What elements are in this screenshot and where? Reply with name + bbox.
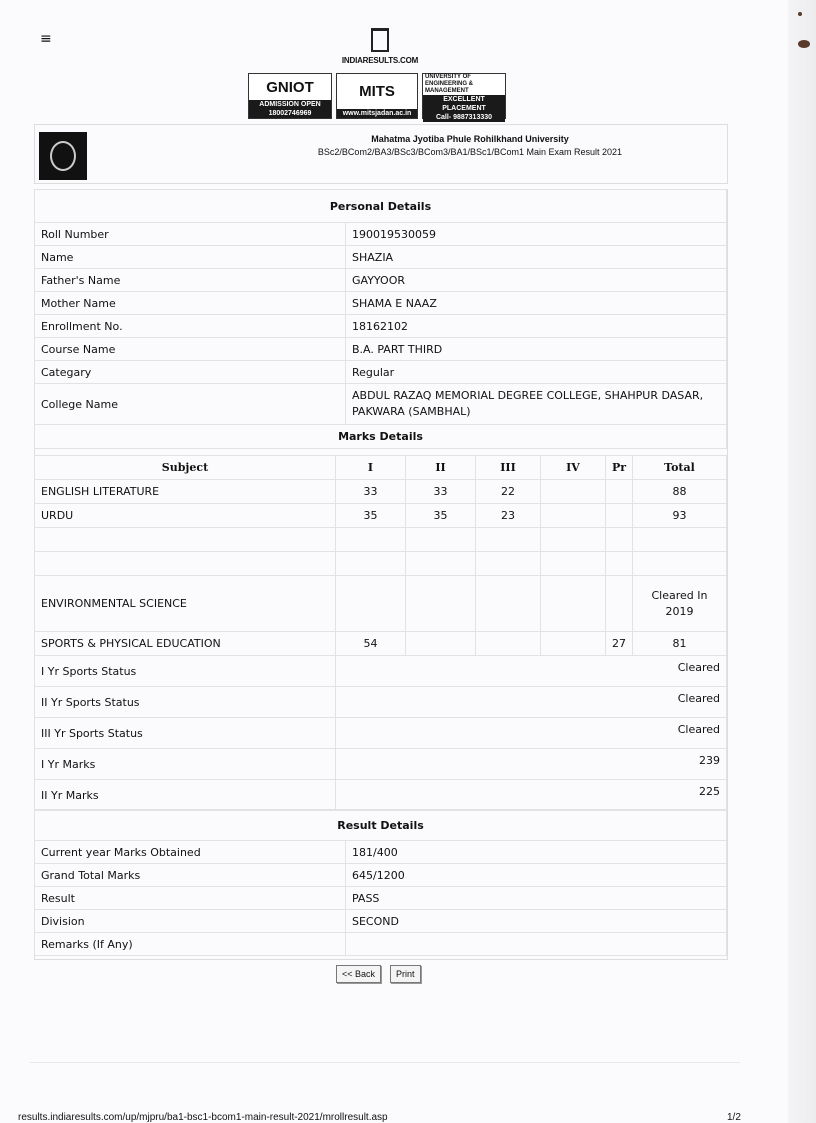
subject-cell: SPORTS & PHYSICAL EDUCATION xyxy=(35,632,336,656)
table-row xyxy=(35,933,727,956)
table-row xyxy=(35,687,727,718)
row-label: Categary xyxy=(35,361,346,384)
empty-row xyxy=(35,552,727,576)
table-row xyxy=(35,864,727,887)
total-cell: Cleared In 2019 xyxy=(633,576,727,632)
row-label: II Yr Sports Status xyxy=(35,687,336,718)
row-value: GAYYOOR xyxy=(346,269,727,292)
table-row xyxy=(35,576,727,632)
row-label: I Yr Marks xyxy=(35,749,336,780)
paper-stain xyxy=(798,40,810,48)
mark-cell xyxy=(476,576,541,632)
mark-cell xyxy=(606,480,633,504)
result-title: BSc2/BCom2/BA3/BSc3/BCom3/BA1/BSc1/BCom1 Main Exam Result 2021 xyxy=(317,147,623,157)
col-header: Total xyxy=(633,456,727,480)
col-header: Pr xyxy=(606,456,633,480)
row-value: SECOND xyxy=(346,910,727,933)
row-value: PASS xyxy=(346,887,727,910)
table-row xyxy=(35,841,727,864)
total-cell: 88 xyxy=(633,480,727,504)
row-label: Enrollment No. xyxy=(35,315,346,338)
row-value: Regular xyxy=(346,361,727,384)
personal-details-table xyxy=(34,189,727,449)
row-label: Grand Total Marks xyxy=(35,864,346,887)
mark-cell xyxy=(476,632,541,656)
personal-details-title: Personal Details xyxy=(35,190,727,223)
table-row xyxy=(35,246,727,269)
table-row xyxy=(35,269,727,292)
subject-cell: URDU xyxy=(35,504,336,528)
marks-header-row xyxy=(35,456,727,480)
row-value: Cleared xyxy=(336,656,727,687)
row-label: III Yr Sports Status xyxy=(35,718,336,749)
university-header xyxy=(34,124,728,184)
page-edge xyxy=(788,0,816,1123)
table-row xyxy=(35,338,727,361)
row-label: College Name xyxy=(35,384,346,425)
result-details-table xyxy=(34,809,727,956)
row-value: 190019530059 xyxy=(346,223,727,246)
ad-line: Call- 9887313330 xyxy=(423,113,505,122)
page-number: 1/2 xyxy=(727,1112,741,1123)
indiaresults-logo[interactable] xyxy=(334,28,426,65)
row-value: Cleared xyxy=(336,718,727,749)
mark-cell xyxy=(406,632,476,656)
marks-details-title: Marks Details xyxy=(35,425,727,449)
mark-cell xyxy=(541,480,606,504)
row-label: Name xyxy=(35,246,346,269)
table-row xyxy=(35,315,727,338)
print-button[interactable]: Print xyxy=(390,965,421,983)
mark-cell: 22 xyxy=(476,480,541,504)
table-row xyxy=(35,780,727,811)
ad-line: ADMISSION OPEN xyxy=(249,100,331,109)
table-row xyxy=(35,632,727,656)
col-header: III xyxy=(476,456,541,480)
row-value: Cleared xyxy=(336,687,727,718)
row-value: 225 xyxy=(336,780,727,811)
ad-line: EXCELLENT PLACEMENT xyxy=(423,95,505,113)
footer-divider xyxy=(30,1062,740,1063)
mark-cell: 33 xyxy=(336,480,406,504)
mark-cell: 33 xyxy=(406,480,476,504)
mark-cell xyxy=(606,576,633,632)
row-label: II Yr Marks xyxy=(35,780,336,811)
row-value: B.A. PART THIRD xyxy=(346,338,727,361)
col-header: II xyxy=(406,456,476,480)
brand-mark-icon xyxy=(371,28,389,52)
empty-row xyxy=(35,528,727,552)
row-value: SHAMA E NAAZ xyxy=(346,292,727,315)
row-label: Course Name xyxy=(35,338,346,361)
back-button[interactable]: << Back xyxy=(336,965,381,983)
table-row xyxy=(35,749,727,780)
menu-icon[interactable]: ≡ xyxy=(40,31,52,47)
ad-line: www.mitsjadan.ac.in xyxy=(337,109,417,118)
subject-cell: ENGLISH LITERATURE xyxy=(35,480,336,504)
ad-banner-strip xyxy=(248,73,506,119)
mark-cell xyxy=(406,576,476,632)
mark-cell xyxy=(541,576,606,632)
university-emblem-icon xyxy=(39,132,87,180)
table-row xyxy=(35,223,727,246)
ad-title: MITS xyxy=(359,83,395,100)
ad-line: 18002746969 xyxy=(249,109,331,118)
row-label: Mother Name xyxy=(35,292,346,315)
mark-cell: 35 xyxy=(406,504,476,528)
ad-uem[interactable] xyxy=(422,73,506,119)
paper-stain xyxy=(798,12,802,16)
row-label: Division xyxy=(35,910,346,933)
mark-cell: 35 xyxy=(336,504,406,528)
col-header: Subject xyxy=(35,456,336,480)
row-value: 645/1200 xyxy=(346,864,727,887)
row-label: Roll Number xyxy=(35,223,346,246)
total-cell: 81 xyxy=(633,632,727,656)
table-row xyxy=(35,504,727,528)
row-value: 18162102 xyxy=(346,315,727,338)
page-url: results.indiaresults.com/up/mjpru/ba1-bsc1-bcom1-main-result-2021/mrollresult.asp xyxy=(18,1112,388,1123)
ad-title: GNIOT xyxy=(266,78,314,96)
ad-gniot[interactable] xyxy=(248,73,332,119)
table-row xyxy=(35,910,727,933)
table-row xyxy=(35,480,727,504)
university-name: Mahatma Jyotiba Phule Rohilkhand University xyxy=(371,134,569,144)
row-value: 181/400 xyxy=(346,841,727,864)
row-value xyxy=(346,933,727,956)
table-row xyxy=(35,718,727,749)
table-row xyxy=(35,384,727,425)
mark-cell xyxy=(336,576,406,632)
row-label: I Yr Sports Status xyxy=(35,656,336,687)
col-header: IV xyxy=(541,456,606,480)
result-details-title: Result Details xyxy=(35,810,727,841)
brand-text: INDIARESULTS.COM xyxy=(341,56,419,65)
action-buttons xyxy=(336,965,421,983)
mark-cell xyxy=(606,504,633,528)
table-row xyxy=(35,887,727,910)
mark-cell xyxy=(541,504,606,528)
row-label: Father's Name xyxy=(35,269,346,292)
row-value: SHAZIA xyxy=(346,246,727,269)
mark-cell xyxy=(541,632,606,656)
total-cell: 93 xyxy=(633,504,727,528)
table-row xyxy=(35,656,727,687)
row-label: Remarks (If Any) xyxy=(35,933,346,956)
row-value: 239 xyxy=(336,749,727,780)
table-row xyxy=(35,292,727,315)
row-label: Current year Marks Obtained xyxy=(35,841,346,864)
row-label: Result xyxy=(35,887,346,910)
marks-table xyxy=(34,455,727,811)
mark-cell: 54 xyxy=(336,632,406,656)
subject-cell: ENVIRONMENTAL SCIENCE xyxy=(35,576,336,632)
col-header: I xyxy=(336,456,406,480)
row-value: ABDUL RAZAQ MEMORIAL DEGREE COLLEGE, SHAHPUR DASAR, PAKWARA (SAMBHAL) xyxy=(346,384,727,425)
table-row xyxy=(35,361,727,384)
mark-cell: 27 xyxy=(606,632,633,656)
ad-title: UNIVERSITY OF ENGINEERING & MANAGEMENT xyxy=(425,74,474,94)
ad-mits[interactable] xyxy=(336,73,418,119)
mark-cell: 23 xyxy=(476,504,541,528)
